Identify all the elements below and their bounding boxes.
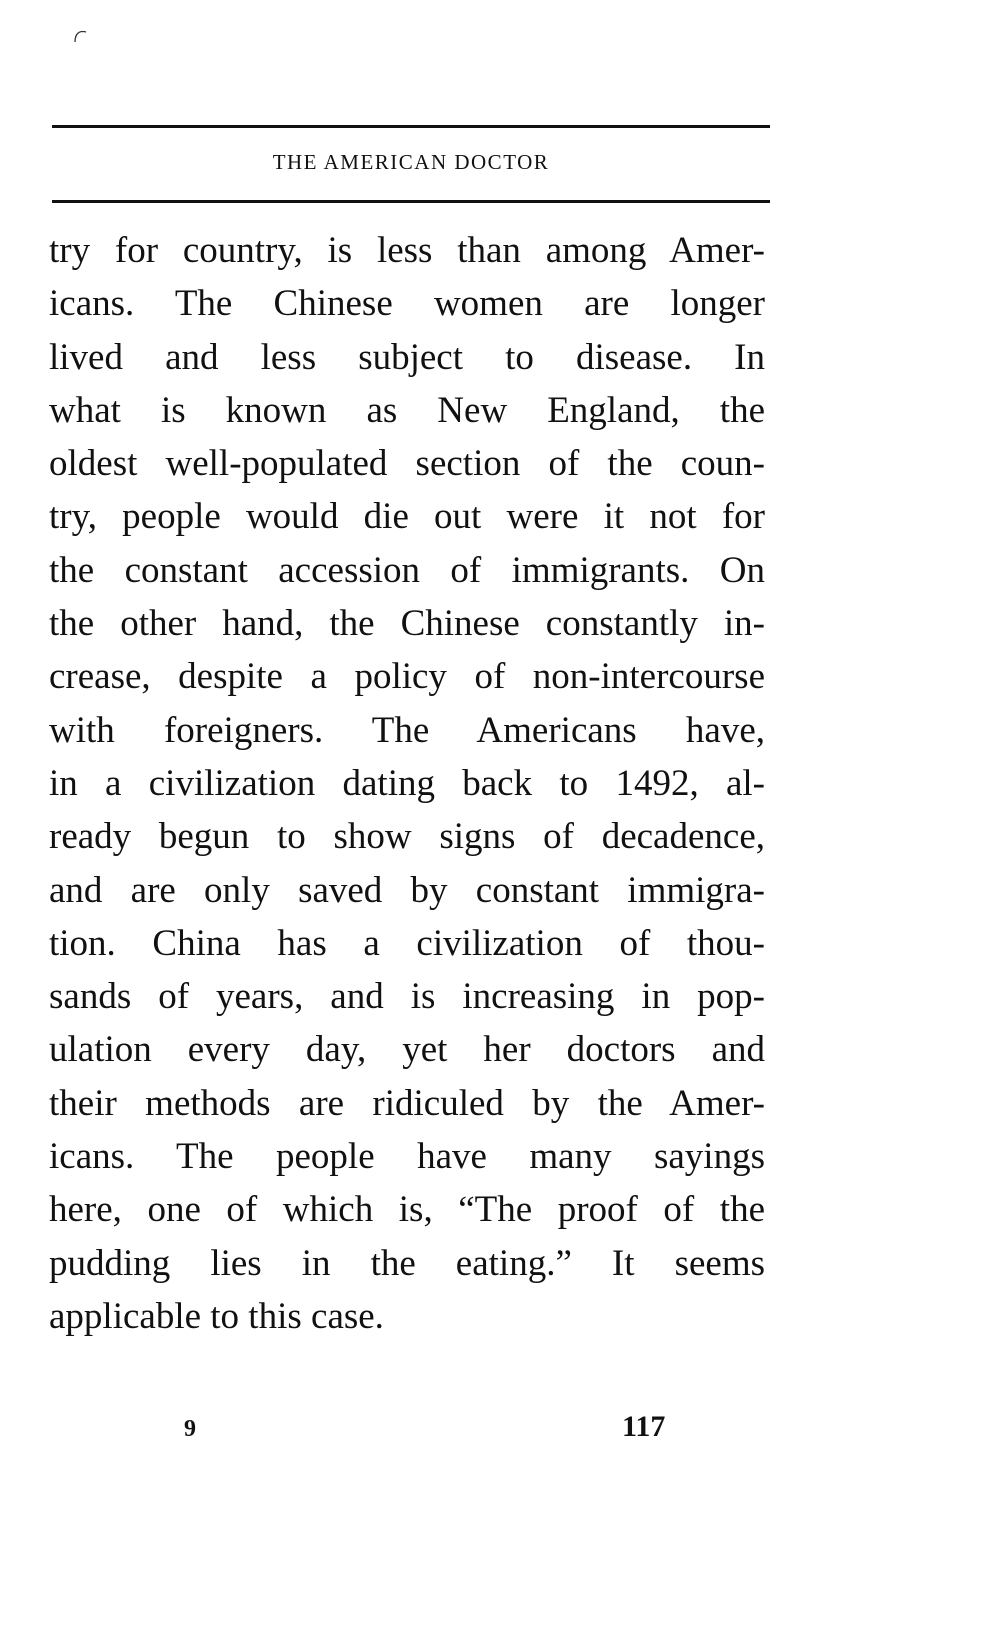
pencil-mark (73, 28, 89, 44)
header-rule-bottom (52, 200, 770, 203)
header-rule-top (52, 125, 770, 128)
text-line: icans. The people have many sayings (49, 1136, 765, 1178)
text-line: in a civilization dating back to 1492, al- (49, 762, 765, 804)
text-line: icans. The Chinese women are longer (49, 283, 765, 325)
text-line: what is known as New England, the (49, 389, 765, 431)
text-line: the constant accession of immigrants. On (49, 549, 765, 591)
text-line: pudding lies in the eating.” It seems (49, 1242, 765, 1284)
page-number: 117 (622, 1410, 666, 1443)
text-line: tion. China has a civilization of thou- (49, 922, 765, 964)
body-text (49, 224, 765, 1343)
text-line: applicable to this case. (49, 1295, 384, 1337)
text-line: oldest well-populated section of the coun- (49, 443, 765, 485)
text-line: lived and less subject to disease. In (49, 336, 765, 378)
text-line: try, people would die out were it not for (49, 496, 765, 538)
signature-mark: 9 (184, 1416, 196, 1442)
text-line: their methods are ridiculed by the Amer- (49, 1082, 765, 1124)
text-line: here, one of which is, “The proof of the (49, 1189, 765, 1231)
text-line: crease, despite a policy of non-intercourse (49, 656, 765, 698)
text-line: ulation every day, yet her doctors and (49, 1029, 765, 1071)
text-line: with foreigners. The Americans have, (49, 709, 765, 751)
text-line: sands of years, and is increasing in pop- (49, 976, 765, 1018)
text-line: ready begun to show signs of decadence, (49, 816, 765, 858)
text-line: try for country, is less than among Amer- (49, 230, 765, 271)
text-line: and are only saved by constant immigra- (49, 869, 765, 911)
text-line: the other hand, the Chinese constantly in- (49, 603, 765, 645)
running-head: THE AMERICAN DOCTOR (272, 150, 550, 174)
